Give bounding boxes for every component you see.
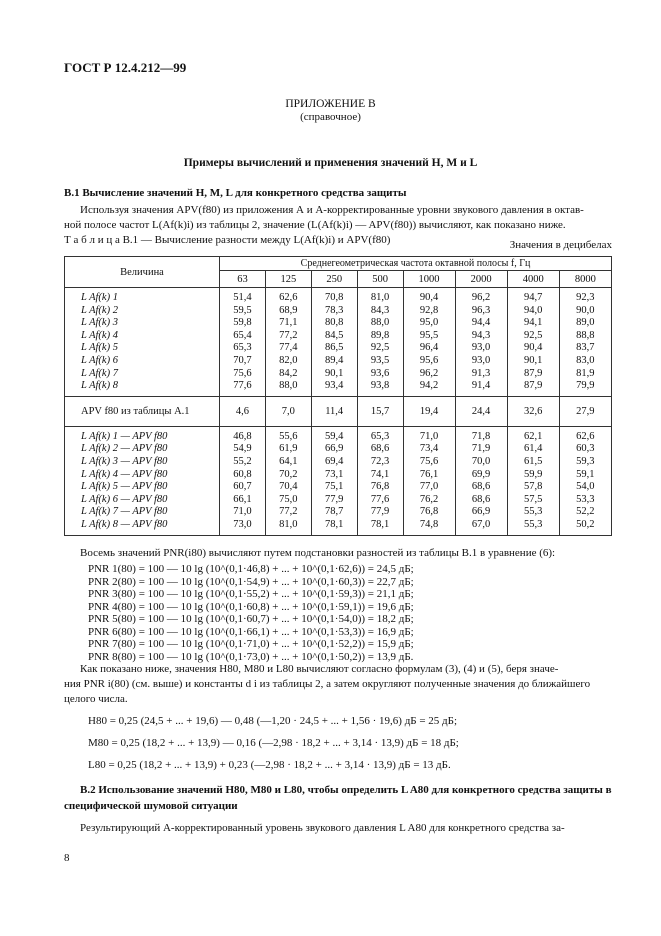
table-cell: 70,0	[471, 455, 491, 467]
table-cell: 66,9	[471, 506, 491, 518]
b1-para-line1: Используя значения APV(f80) из приложения А и A-корректированные уровни звукового давления в октав-	[80, 204, 584, 216]
table-cell: 77,4	[279, 342, 298, 354]
table-cell: 55,3	[524, 518, 543, 530]
table-cell: 94,2	[419, 380, 439, 392]
table-cell: 94,0	[524, 304, 543, 316]
pnr-equation: PNR 7(80) = 100 — 10 lg (10^(0,1·71,0) + ... + 10^(0,1·52,2)) = 15,9 дБ;	[88, 638, 414, 650]
table-cell: 68,6	[370, 443, 390, 455]
row-label: L Af(k) 7 — APV f80	[81, 506, 168, 518]
l-values-col	[265, 288, 311, 397]
table-cell: 50,2	[576, 518, 595, 530]
pnr-equation: PNR 2(80) = 100 — 10 lg (10^(0,1·54,9) + ... + 10^(0,1·60,3)) = 22,7 дБ;	[88, 575, 414, 588]
b1-para-line2: ной полосе частот L(Af(k)i) из таблицы 2, значение (L(Af(k)i) — APV(f80)) вычисляют, как показано ниже.	[64, 219, 566, 231]
row-label: L Af(k) 4 — APV f80	[81, 468, 168, 480]
table-cell: 81,0	[279, 518, 298, 530]
l-values-row	[65, 288, 612, 397]
table-cell: 62,1	[524, 430, 543, 442]
table-cell: 92,5	[370, 342, 390, 354]
table-cell: 83,7	[576, 342, 595, 354]
table-cell: 93,6	[370, 367, 390, 379]
document-header: ГОСТ Р 12.4.212—99	[64, 60, 187, 75]
b2-heading-line1: В.2 Использование значений H80, M80 и L80, чтобы определить L A80 для конкретного средства защиты в	[80, 784, 612, 796]
table-cell: 70,4	[279, 481, 298, 493]
table-cell: 61,5	[524, 455, 543, 467]
table-cell: 70,8	[325, 292, 344, 303]
freq-cell: 4000	[507, 271, 559, 288]
table-cell: 62,6	[576, 430, 595, 442]
table-cell: 90,1	[524, 354, 543, 366]
row-label: L Af(k) 5 — APV f80	[81, 481, 168, 493]
table-cell: 71,9	[471, 443, 491, 455]
table-cell: 59,3	[576, 455, 595, 467]
table-cell: 67,0	[471, 518, 491, 530]
table-cell: 60,7	[233, 481, 252, 493]
freq-header: Среднегеометрическая частота октавной полосы f, Гц	[220, 257, 612, 271]
table-cell: 76,8	[419, 506, 439, 518]
table-cell: 71,0	[419, 430, 439, 442]
table-cell: 77,2	[279, 329, 298, 341]
freq-cell: 2000	[455, 271, 507, 288]
table-cell: 95,6	[419, 354, 439, 366]
table-cell: 69,9	[471, 468, 491, 480]
table-cell: 59,8	[233, 317, 252, 329]
d-values-col	[265, 426, 311, 535]
table-cell: 91,3	[471, 367, 491, 379]
table-cell: 94,1	[524, 317, 543, 329]
table-cell: 65,3	[370, 430, 390, 442]
appendix-subtitle: (справочное)	[300, 111, 361, 123]
table-cell: 96,2	[471, 292, 491, 303]
table-cell: 77,6	[370, 493, 390, 505]
hml-para-line1: Как показано ниже, значения H80, M80 и L80 вычисляют согласно формулам (3), (4) и (5), беря значе-	[80, 663, 559, 675]
table-cell: 78,3	[325, 304, 344, 316]
table-cell: 89,4	[325, 354, 344, 366]
pnr-intro: Восемь значений PNR(i80) вычисляют путем подстановки разностей из таблицы В.1 в уравнение (6):	[80, 547, 556, 559]
row-label: L Af(k) 1	[81, 292, 118, 303]
row-label: L Af(k) 7	[81, 367, 118, 379]
freq-cell: 8000	[559, 271, 611, 288]
table-cell: 93,0	[471, 342, 491, 354]
table-cell: 90,4	[524, 342, 543, 354]
table-cell: 81,0	[370, 292, 390, 303]
d-values-col	[507, 426, 559, 535]
table-cell: 73,1	[325, 468, 344, 480]
table-cell: 87,9	[524, 367, 543, 379]
table-cell: 59,5	[233, 304, 252, 316]
table-cell: 55,6	[279, 430, 298, 442]
table-cell: 61,9	[279, 443, 298, 455]
table-cell: 91,4	[471, 380, 491, 392]
hml-para-line3: целого числа.	[64, 693, 128, 705]
table-cell: 65,4	[233, 329, 252, 341]
table-cell: 76,2	[419, 493, 439, 505]
table-cell: 93,5	[370, 354, 390, 366]
table-cell: 84,2	[279, 367, 298, 379]
freq-cell: 500	[357, 271, 403, 288]
row-label: L Af(k) 3	[81, 317, 118, 329]
row-label: L Af(k) 4	[81, 329, 118, 341]
l80-equation: L80 = 0,25 (18,2 + ... + 13,9) + 0,23 (—2,98 · 18,2 + ... + 3,14 · 13,9) дБ = 13 дБ.	[88, 759, 451, 771]
table-cell: 74,8	[419, 518, 439, 530]
table-cell: 90,0	[576, 304, 595, 316]
table-cell: 55,3	[524, 506, 543, 518]
table-cell: 59,9	[524, 468, 543, 480]
table-cell: 68,6	[471, 493, 491, 505]
table-cell: 57,5	[524, 493, 543, 505]
row-label: L Af(k) 8	[81, 380, 118, 392]
table-b1	[64, 256, 612, 536]
table-cell: 54,0	[576, 481, 595, 493]
table-cell: 66,9	[325, 443, 344, 455]
row-label: L Af(k) 2 — APV f80	[81, 443, 168, 455]
table-cell: 89,0	[576, 317, 595, 329]
pnr-equation: PNR 8(80) = 100 — 10 lg (10^(0,1·73,0) + ... + 10^(0,1·50,2)) = 13,9 дБ.	[88, 650, 414, 663]
pnr-equation: PNR 1(80) = 100 — 10 lg (10^(0,1·46,8) + ... + 10^(0,1·62,6)) = 24,5 дБ;	[88, 563, 414, 575]
table-cell: 92,5	[524, 329, 543, 341]
l-values-col	[455, 288, 507, 397]
table-cell: 70,7	[233, 354, 252, 366]
freq-cell: 125	[265, 271, 311, 288]
table-cell: 92,3	[576, 292, 595, 303]
b1-heading: В.1 Вычисление значений H, M, L для конкретного средства защиты	[64, 187, 407, 199]
table-caption: Т а б л и ц а В.1 — Вычисление разности между L(Af(k)i) и APV(f80)	[64, 234, 391, 246]
table-cell: 89,8	[370, 329, 390, 341]
section-title: Примеры вычислений и применения значений H, M и L	[183, 157, 478, 169]
table-cell: 82,0	[279, 354, 298, 366]
table-cell: 57,8	[524, 481, 543, 493]
table-cell: 95,0	[419, 317, 439, 329]
table-cell: 73,0	[233, 518, 252, 530]
d-values-col	[220, 426, 266, 535]
table-cell: 51,4	[233, 292, 252, 303]
b2-heading-line2: специфической шумовой ситуации	[64, 800, 238, 812]
d-values-col	[559, 426, 611, 535]
pnr-equation: PNR 5(80) = 100 — 10 lg (10^(0,1·60,7) + ... + 10^(0,1·54,0)) = 18,2 дБ;	[88, 613, 414, 625]
row-label: L Af(k) 8 — APV f80	[81, 518, 168, 530]
col-header: Величина	[65, 257, 220, 288]
table-cell: 83,0	[576, 354, 595, 366]
row-label: L Af(k) 3 — APV f80	[81, 455, 168, 467]
table-cell: 78,7	[325, 506, 344, 518]
pnr-equations	[88, 563, 414, 663]
table-cell: 77,0	[419, 481, 439, 493]
row-label: L Af(k) 2	[81, 304, 118, 316]
units-label: Значения в децибелах	[509, 239, 612, 251]
freq-cell: 1000	[403, 271, 455, 288]
table-cell: 66,1	[233, 493, 252, 505]
apv-cell: 4,6	[220, 396, 266, 426]
table-cell: 80,8	[325, 317, 344, 329]
table-cell: 75,6	[233, 367, 252, 379]
table-cell: 71,8	[471, 430, 491, 442]
table-cell: 75,0	[279, 493, 298, 505]
table-cell: 68,9	[279, 304, 298, 316]
page-number: 8	[64, 852, 70, 864]
table-cell: 76,8	[370, 481, 390, 493]
table-cell: 87,9	[524, 380, 543, 392]
table-cell: 77,6	[233, 380, 252, 392]
table-cell: 95,5	[419, 329, 439, 341]
l-labels-cell	[65, 288, 220, 397]
apv-cell: 27,9	[559, 396, 611, 426]
table-cell: 94,3	[471, 329, 491, 341]
row-label: L Af(k) 6	[81, 354, 118, 366]
table-cell: 73,4	[419, 443, 439, 455]
table-cell: 59,4	[325, 430, 344, 442]
d-values-col	[455, 426, 507, 535]
table-cell: 88,0	[279, 380, 298, 392]
l-values-col	[507, 288, 559, 397]
l-values-col	[220, 288, 266, 397]
table-cell: 55,2	[233, 455, 252, 467]
table-cell: 77,2	[279, 506, 298, 518]
table-cell: 75,1	[325, 481, 344, 493]
table-cell: 93,4	[325, 380, 344, 392]
l-values-col	[403, 288, 455, 397]
table-cell: 74,1	[370, 468, 390, 480]
b2-para: Результирующий A-корректированный уровень звукового давления L A80 для конкретного средства за-	[80, 822, 565, 834]
table-cell: 64,1	[279, 455, 298, 467]
apv-label: APV f80 из таблицы А.1	[65, 396, 220, 426]
apv-cell: 15,7	[357, 396, 403, 426]
d-labels-cell	[65, 426, 220, 535]
row-label: L Af(k) 5	[81, 342, 118, 354]
table-cell: 54,9	[233, 443, 252, 455]
table-cell: 78,1	[325, 518, 344, 530]
table-cell: 84,5	[325, 329, 344, 341]
table-cell: 59,1	[576, 468, 595, 480]
table-cell: 60,8	[233, 468, 252, 480]
table-cell: 52,2	[576, 506, 595, 518]
table-cell: 94,4	[471, 317, 491, 329]
table-cell: 77,9	[370, 506, 390, 518]
h80-equation: H80 = 0,25 (24,5 + ... + 19,6) — 0,48 (—1,20 · 24,5 + ... + 1,56 · 19,6) дБ = 25 дБ;	[88, 715, 458, 727]
table-cell: 76,1	[419, 468, 439, 480]
l-values-col	[311, 288, 357, 397]
table-cell: 88,0	[370, 317, 390, 329]
pnr-equation: PNR 3(80) = 100 — 10 lg (10^(0,1·55,2) + ... + 10^(0,1·59,3)) = 21,1 дБ;	[88, 588, 414, 600]
apv-cell: 11,4	[311, 396, 357, 426]
table-cell: 92,8	[419, 304, 439, 316]
d-values-col	[357, 426, 403, 535]
table-cell: 53,3	[576, 493, 595, 505]
table-cell: 72,3	[370, 455, 390, 467]
table-cell: 70,2	[279, 468, 298, 480]
hml-para-line2: ния PNR i(80) (см. выше) и константы d i из таблицы 2, а затем округляют полученные значения до ближайшего	[64, 678, 591, 690]
appendix-title: ПРИЛОЖЕНИЕ В	[285, 98, 376, 110]
table-cell: 60,3	[576, 443, 595, 455]
pnr-equation: PNR 4(80) = 100 — 10 lg (10^(0,1·60,8) + ... + 10^(0,1·59,1)) = 19,6 дБ;	[88, 600, 414, 613]
apv-cell: 19,4	[403, 396, 455, 426]
table-cell: 94,7	[524, 292, 543, 303]
table-cell: 69,4	[325, 455, 344, 467]
table-cell: 88,8	[576, 329, 595, 341]
table-cell: 90,4	[419, 292, 439, 303]
table-cell: 96,2	[419, 367, 439, 379]
apv-cell: 7,0	[265, 396, 311, 426]
table-cell: 71,0	[233, 506, 252, 518]
l-values-col	[559, 288, 611, 397]
l-values-col	[357, 288, 403, 397]
table-cell: 81,9	[576, 367, 595, 379]
table-cell: 90,1	[325, 367, 344, 379]
table-cell: 75,6	[419, 455, 439, 467]
table-cell: 46,8	[233, 430, 252, 442]
table-cell: 96,4	[419, 342, 439, 354]
table-cell: 61,4	[524, 443, 543, 455]
table-cell: 78,1	[370, 518, 390, 530]
d-values-col	[403, 426, 455, 535]
table-cell: 84,3	[370, 304, 390, 316]
table-cell: 93,8	[370, 380, 390, 392]
table-cell: 71,1	[279, 317, 298, 329]
table-cell: 77,9	[325, 493, 344, 505]
apv-row	[65, 396, 612, 426]
table-cell: 62,6	[279, 292, 298, 303]
table-cell: 86,5	[325, 342, 344, 354]
table-cell: 68,6	[471, 481, 491, 493]
table-cell: 79,9	[576, 380, 595, 392]
d-values-col	[311, 426, 357, 535]
apv-cell: 24,4	[455, 396, 507, 426]
apv-cell: 32,6	[507, 396, 559, 426]
row-label: L Af(k) 1 — APV f80	[81, 430, 168, 442]
freq-cell: 250	[311, 271, 357, 288]
row-label: L Af(k) 6 — APV f80	[81, 493, 168, 505]
table-cell: 93,0	[471, 354, 491, 366]
table-cell: 65,3	[233, 342, 252, 354]
pnr-equation: PNR 6(80) = 100 — 10 lg (10^(0,1·66,1) + ... + 10^(0,1·53,3)) = 16,9 дБ;	[88, 625, 414, 638]
d-values-row	[65, 426, 612, 535]
freq-cell: 63	[220, 271, 266, 288]
m80-equation: M80 = 0,25 (18,2 + ... + 13,9) — 0,16 (—2,98 · 18,2 + ... + 3,14 · 13,9) дБ = 18 дБ;	[88, 737, 459, 749]
table-cell: 96,3	[471, 304, 491, 316]
